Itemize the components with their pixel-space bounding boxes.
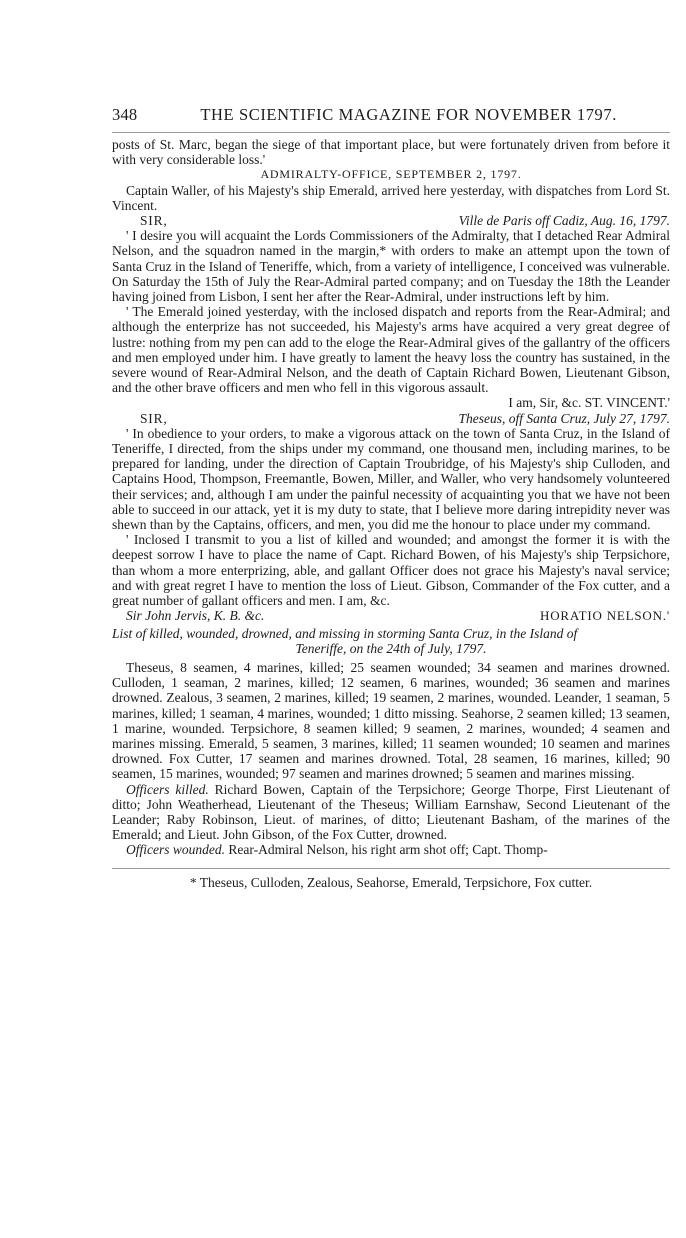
article-body: [112, 137, 670, 858]
footnote-rule: [112, 868, 670, 869]
casualty-list-title: [112, 626, 670, 656]
letter-dateline: Ville de Paris off Cadiz, Aug. 16, 1797.: [458, 213, 670, 229]
paragraph-nelson-1: ' In obedience to your orders, to make a vigorous attack on the town of Santa Cruz, in the Island of Teneriffe, I directed, from the ships under my command, one thousand men, including marines, to be prepared for landing, under the direction of Captain Troubridge, of his Majesty's ship Culloden, and Captains Hood, Thompson, Freemantle, Bowen, Miller, and Waller, who very handsomely volunteered their services; and, although I am under the painful necessity of acquainting you that we have not been able to succeed in our attack, yet it is my duty to state, that I believe more daring intrepidity never was shewn than by the Captains, officers, and men, you did me the honour to place under my command.: [112, 425, 670, 533]
salutation-line-1: [112, 213, 670, 228]
casualty-list-title-line-2: Teneriffe, on the 24th of July, 1797.: [295, 640, 487, 656]
officers-wounded-text: Rear-Admiral Nelson, his right arm shot off; Capt. Thomp-: [228, 842, 548, 858]
page-number: 348: [112, 105, 138, 124]
paragraph-captain-waller: Captain Waller, of his Majesty's ship Emerald, arrived here yesterday, with dispatches from Lord St. Vincent.: [112, 182, 670, 213]
paragraph-continuation: posts of St. Marc, began the siege of that important place, but were fortunately driven from before it with very considerable loss.': [112, 137, 670, 168]
officers-killed-text: Richard Bowen, Captain of the Terpsichore; George Thorpe, First Lieutenant of ditto; John Weatherhead, Lieutenant of the Theseus; William Earnshaw, Second Lieutenant of the Leander; Raby Robinson, Lieut. of marines, of ditto; Lieutenant Basham, of the marines of the Emerald; and Lieut. John Gibson, of the Fox Cutter, drowned.: [112, 781, 670, 843]
salutation-line-2: [112, 411, 670, 426]
letter-dateline: Theseus, off Santa Cruz, July 27, 1797.: [458, 410, 670, 426]
paragraph-nelson-2: ' Inclosed I transmit to you a list of killed and wounded; and amongst the former it is with the deepest sorrow I have to place the name of Capt. Richard Bowen, of his Majesty's ship Terpsichore, than whom a more enterprizing, able, and gallant Officer does not grace his Majesty's naval service; and with great regret I have to mention the loss of Lieut. Gibson, Commander of the Fox cutter, and a great number of gallant officers and men. I am, &c.: [112, 532, 670, 609]
salutation: SIR,: [140, 213, 168, 229]
paragraph-officers-wounded: [112, 842, 670, 857]
casualty-list-title-line-1: List of killed, wounded, drowned, and missing in storming Santa Cruz, in the Island of: [112, 625, 578, 641]
page-header: [112, 105, 670, 125]
dateline-admiralty: ADMIRALTY-OFFICE, SEPTEMBER 2, 1797.: [260, 167, 522, 182]
paragraph-officers-killed: [112, 782, 670, 843]
officers-killed-lead: Officers killed.: [126, 781, 209, 797]
signature-st-vincent: I am, Sir, &c. ST. VINCENT.': [508, 395, 670, 411]
header-rule: [112, 132, 670, 133]
officers-wounded-lead: Officers wounded.: [126, 842, 225, 858]
paragraph-st-vincent-2: ' The Emerald joined yesterday, with the inclosed dispatch and reports from the Rear-Admiral; and although the enterprize has not succeeded, his Majesty's arms have acquired a very great degree of lustre: nothing from my pen can add to the eloge the Rear-Admiral gives of the gallantry of the officers and men employed under him. I have greatly to lament the heavy loss the country has sustained, in the severe wound of Rear-Admiral Nelson, and the death of Captain Richard Bowen, Lieutenant Gibson, and the other brave officers and men who fell in this vigorous assault.: [112, 304, 670, 396]
addressee: Sir John Jervis, K. B. &c.: [126, 608, 265, 624]
paragraph-casualties: Theseus, 8 seamen, 4 marines, killed; 25 seamen wounded; 34 seamen and marines drowned. Culloden, 1 seaman, 2 marines, killed; 12 seamen, 6 marines, wounded; 36 seamen and marines drowned. Zealous, 3 seamen, 2 marines, killed; 19 seamen, 2 marines, wounded. Leander, 1 seaman, 5 marines, killed; 1 seaman, 4 marines, wounded; 1 ditto missing. Seahorse, 2 seamen killed; 13 seamen, 1 marine, wounded. Terpsichore, 8 seamen killed; 9 seamen, 2 marines, wounded; 4 seamen and marines missing. Emerald, 5 seamen, 3 marines, killed; 11 seamen wounded; 10 seamen and marines drowned. Fox Cutter, 17 seamen and marines drowned. Total, 28 seamen, 16 marines, killed; 90 seamen, 15 marines, wounded; 97 seamen and marines drowned; 5 seamen and marines missing.: [112, 659, 670, 782]
signature-nelson: HORATIO NELSON.': [540, 608, 670, 624]
running-title: THE SCIENTIFIC MAGAZINE FOR NOVEMBER 1797.: [200, 105, 617, 124]
paragraph-st-vincent-1: ' I desire you will acquaint the Lords Commissioners of the Admiralty, that I detached Rear Admiral Nelson, and the squadron named in the margin,* with orders to make an attempt upon the town of Santa Cruz in the Island of Teneriffe, which, from a variety of intelligence, I conceived was vulnerable. On Saturday the 15th of July the Rear-Admiral parted company; and on Tuesday the 18th the Leander having joined from Lisbon, I sent her after the Rear-Admiral, under instructions left by him.: [112, 228, 670, 305]
salutation: SIR,: [140, 410, 168, 426]
footnote: * Theseus, Culloden, Zealous, Seahorse, Emerald, Terpsichore, Fox cutter.: [189, 874, 593, 890]
signature-line-nelson: [112, 608, 670, 623]
